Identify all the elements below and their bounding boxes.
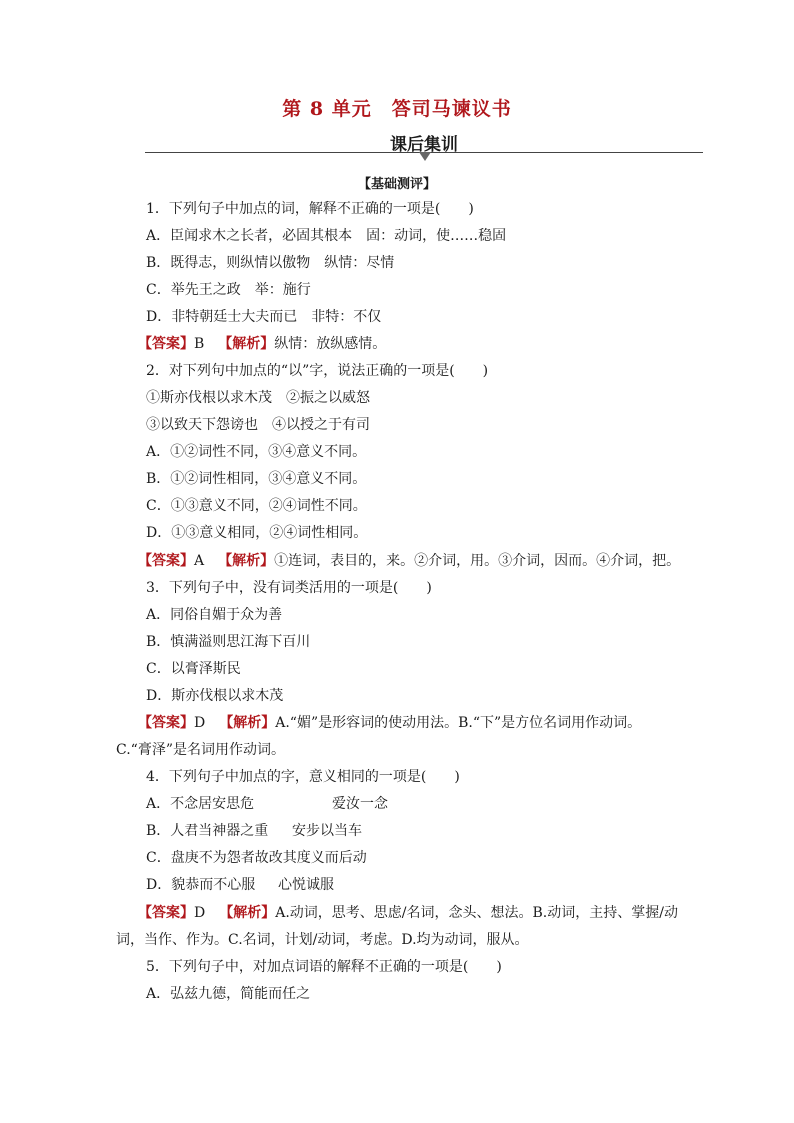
q1-option-b: B．既得志，则纵情以傲物 纵情：尽情 bbox=[146, 255, 395, 271]
q4-option-a: A．不念居安思危 bbox=[146, 796, 255, 812]
q1-option-c: C．举先王之政 举：施行 bbox=[146, 282, 311, 298]
q2-stem: 2．对下列句中加点的“以”字，说法正确的一项是( ) bbox=[146, 363, 489, 379]
analysis-text: 纵情：放纵感情。 bbox=[274, 336, 387, 352]
analysis-tag: 【解析】 bbox=[218, 553, 275, 569]
answer-value: D bbox=[194, 715, 206, 731]
q1-option-a: A．臣闻求木之长者，必固其根本 固：动词，使……稳固 bbox=[146, 228, 507, 244]
analysis-text: A.动词，思考、思虑/名词，念头、想法。B.动词，主持、掌握/动 bbox=[275, 905, 678, 921]
q2-option-a: A．①②词性不同，③④意义不同。 bbox=[146, 444, 367, 460]
analysis-tag: 【解析】 bbox=[219, 905, 276, 921]
q5-stem: 5．下列句子中，对加点词语的解释不正确的一项是( ) bbox=[146, 959, 502, 975]
answer-value: A bbox=[194, 553, 205, 569]
answer-tag: 【答案】 bbox=[138, 553, 194, 569]
page-subtitle: 课后集训 bbox=[390, 135, 458, 155]
q1-option-d: D．非特朝廷士大夫而已 非特：不仅 bbox=[146, 309, 382, 325]
q3-stem: 3．下列句子中，没有词类活用的一项是( ) bbox=[146, 580, 432, 596]
q2-option-d: D．①③意义相同，②④词性相同。 bbox=[146, 525, 368, 541]
q2-option-b: B．①②词性相同，③④意义不同。 bbox=[146, 471, 367, 487]
q2-sentences-2: ③以致天下怨谤也 ④以授之于有司 bbox=[146, 417, 370, 433]
q3-option-a: A．同俗自媚于众为善 bbox=[146, 607, 283, 623]
q4-option-b-pair: 安步以当车 bbox=[292, 823, 362, 839]
q3-option-d: D．斯亦伐根以求木茂 bbox=[146, 688, 284, 704]
answer-tag: 【答案】 bbox=[138, 905, 194, 921]
q4-option-b: B．人君当神器之重 bbox=[146, 823, 269, 839]
q2-answer bbox=[138, 551, 680, 571]
q3-option-b: B．慎满溢则思江海下百川 bbox=[146, 634, 311, 650]
q3-option-c: C．以膏泽斯民 bbox=[146, 661, 241, 677]
q4-option-c: C．盘庚不为怨者故改其度义而后动 bbox=[146, 850, 367, 866]
answer-tag: 【答案】 bbox=[138, 715, 194, 731]
q4-stem: 4．下列句子中加点的字，意义相同的一项是( ) bbox=[146, 769, 460, 785]
q4-option-a-pair: 爱汝一念 bbox=[332, 796, 388, 812]
analysis-tag: 【解析】 bbox=[219, 715, 276, 731]
page-title: 第 8 单元 答司马谏议书 bbox=[282, 98, 512, 120]
analysis-text: A.“媚”是形容词的使动用法。B.“下”是方位名词用作动词。 bbox=[275, 715, 642, 731]
q2-sentences-1: ①斯亦伐根以求木茂 ②振之以威怒 bbox=[146, 390, 370, 406]
answer-value: D bbox=[194, 905, 206, 921]
answer-tag: 【答案】 bbox=[138, 336, 194, 352]
q5-option-a: A．弘兹九德，简能而任之 bbox=[146, 986, 311, 1002]
q1-answer bbox=[138, 334, 386, 354]
answer-value: B bbox=[194, 336, 205, 352]
q3-answer bbox=[138, 713, 641, 733]
analysis-text: ①连词，表目的，来。②介词，用。③介词，因而。④介词，把。 bbox=[274, 553, 681, 569]
section-heading: 【基础测评】 bbox=[357, 177, 436, 192]
q4-option-d: D．貌恭而不心服 bbox=[146, 877, 256, 893]
q3-analysis-continued: C.“膏泽”是名词用作动词。 bbox=[116, 742, 285, 758]
triangle-marker-icon bbox=[419, 152, 431, 161]
q2-option-c: C．①③意义不同，②④词性不同。 bbox=[146, 498, 367, 514]
q4-analysis-continued: 词，当作、作为。C.名词，计划/动词，考虑。D.均为动词，服从。 bbox=[116, 932, 529, 948]
q1-stem: 1．下列句子中加点的词，解释不正确的一项是( ) bbox=[146, 201, 474, 217]
q4-option-d-pair: 心悦诚服 bbox=[278, 877, 334, 893]
q4-answer bbox=[138, 903, 678, 923]
analysis-tag: 【解析】 bbox=[218, 336, 275, 352]
